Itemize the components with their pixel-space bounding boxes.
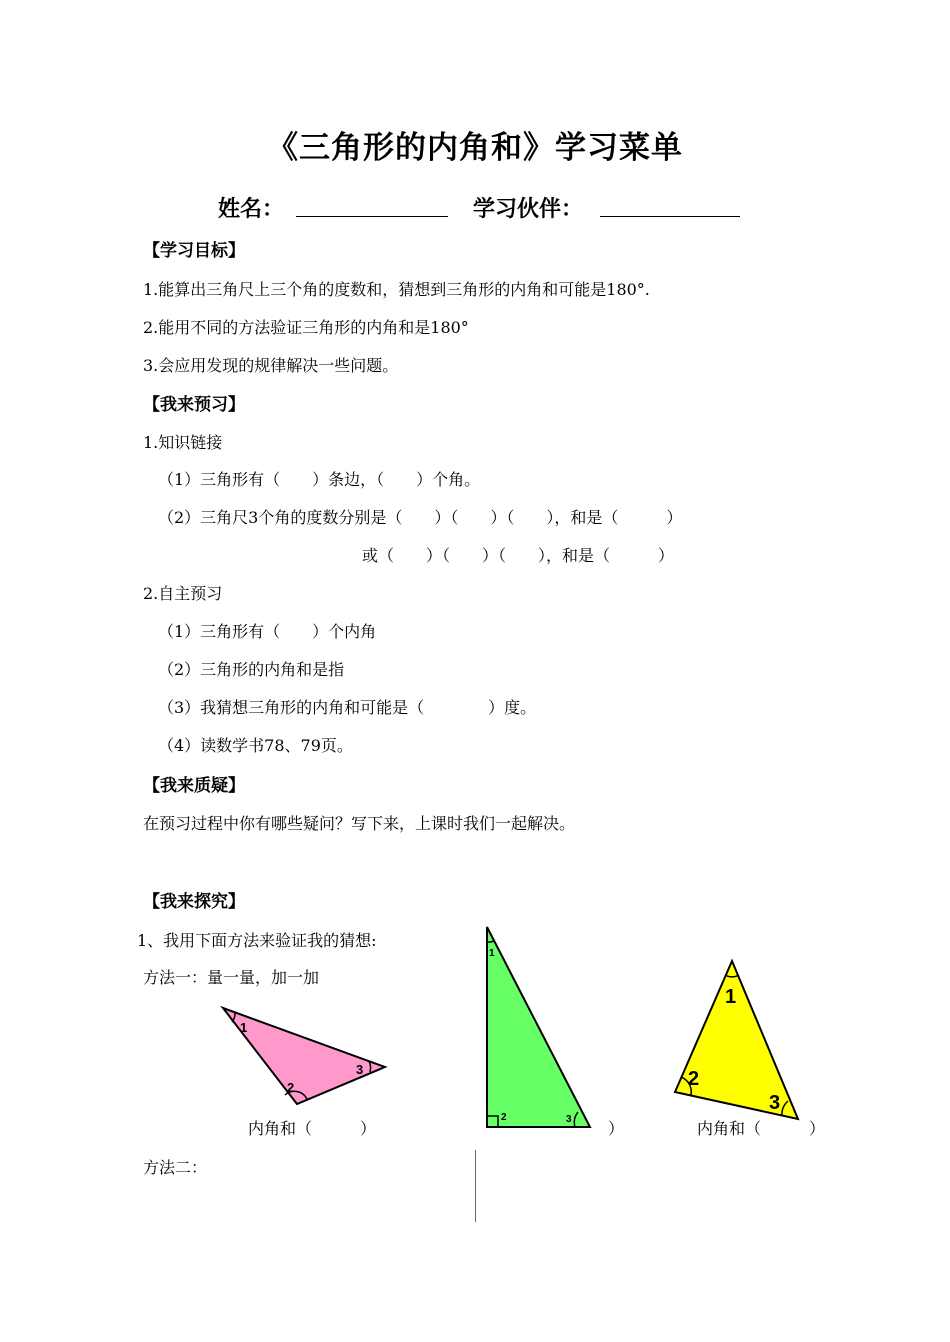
preview-heading: 【我来预习】 bbox=[143, 395, 245, 415]
angle-label: 1 bbox=[725, 986, 737, 1008]
knowledge-label: 1.知识链接 bbox=[143, 433, 223, 452]
triangle-shape bbox=[487, 927, 590, 1127]
method-two-label: 方法二： bbox=[143, 1158, 208, 1177]
goal-item: 2.能用不同的方法验证三角形的内角和是180° bbox=[143, 318, 469, 337]
name-blank[interactable] bbox=[296, 216, 448, 217]
partner-label: 学习伙伴： bbox=[473, 197, 584, 222]
triangle-shape bbox=[223, 1008, 385, 1104]
triangle-obtuse-figure bbox=[215, 1000, 395, 1110]
angle-label: 3 bbox=[356, 1062, 364, 1077]
explore-item-1: 1、我用下面方法来验证我的猜想: bbox=[137, 931, 377, 950]
partner-blank[interactable] bbox=[600, 216, 740, 217]
self-q2: （2）三角形的内角和是指 bbox=[158, 660, 345, 679]
angle-label: 1 bbox=[240, 1020, 248, 1035]
goals-heading: 【学习目标】 bbox=[143, 241, 245, 261]
explore-heading: 【我来探究】 bbox=[143, 892, 245, 912]
angle-label: 2 bbox=[287, 1080, 295, 1095]
knowledge-q2-alt: 或（ ）（ ）（ ），和是（ ） bbox=[362, 546, 675, 565]
question-heading: 【我来质疑】 bbox=[143, 776, 245, 796]
self-q1: （1）三角形有（ ）个内角 bbox=[158, 622, 377, 641]
angle-label: 2 bbox=[501, 1112, 507, 1123]
goal-item: 1.能算出三角尺上三个角的度数和，猜想到三角形的内角和可能是180°. bbox=[143, 280, 650, 299]
angle-label: 2 bbox=[688, 1068, 700, 1090]
triangle-right-figure bbox=[480, 922, 600, 1134]
self-q3: （3）我猜想三角形的内角和可能是（ ）度。 bbox=[158, 698, 537, 717]
interior-sum-label-1: 内角和（ ） bbox=[248, 1119, 377, 1138]
goal-item: 3.会应用发现的规律解决一些问题。 bbox=[143, 356, 399, 375]
knowledge-q2: （2）三角尺3个角的度数分别是（ ）（ ）（ ），和是（ ） bbox=[158, 508, 683, 527]
knowledge-q1: （1）三角形有（ ）条边，（ ）个角。 bbox=[158, 470, 481, 489]
angle-label: 1 bbox=[489, 948, 495, 959]
name-label: 姓名： bbox=[218, 197, 285, 222]
column-divider bbox=[475, 1150, 476, 1222]
angle-label: 3 bbox=[566, 1114, 572, 1125]
interior-sum-label-2-tail: ） bbox=[608, 1119, 625, 1138]
self-q4: （4）读数学书78、79页。 bbox=[158, 736, 353, 755]
angle-label: 3 bbox=[769, 1092, 781, 1114]
interior-sum-label-3: 内角和（ ） bbox=[697, 1119, 826, 1138]
method-one-label: 方法一：量一量，加一加 bbox=[143, 968, 320, 987]
page-title: 《三角形的内角和》学习菜单 bbox=[267, 130, 683, 166]
triangle-acute-figure bbox=[670, 955, 805, 1125]
question-text: 在预习过程中你有哪些疑问？写下来，上课时我们一起解决。 bbox=[143, 814, 576, 833]
self-preview-label: 2.自主预习 bbox=[143, 584, 223, 603]
